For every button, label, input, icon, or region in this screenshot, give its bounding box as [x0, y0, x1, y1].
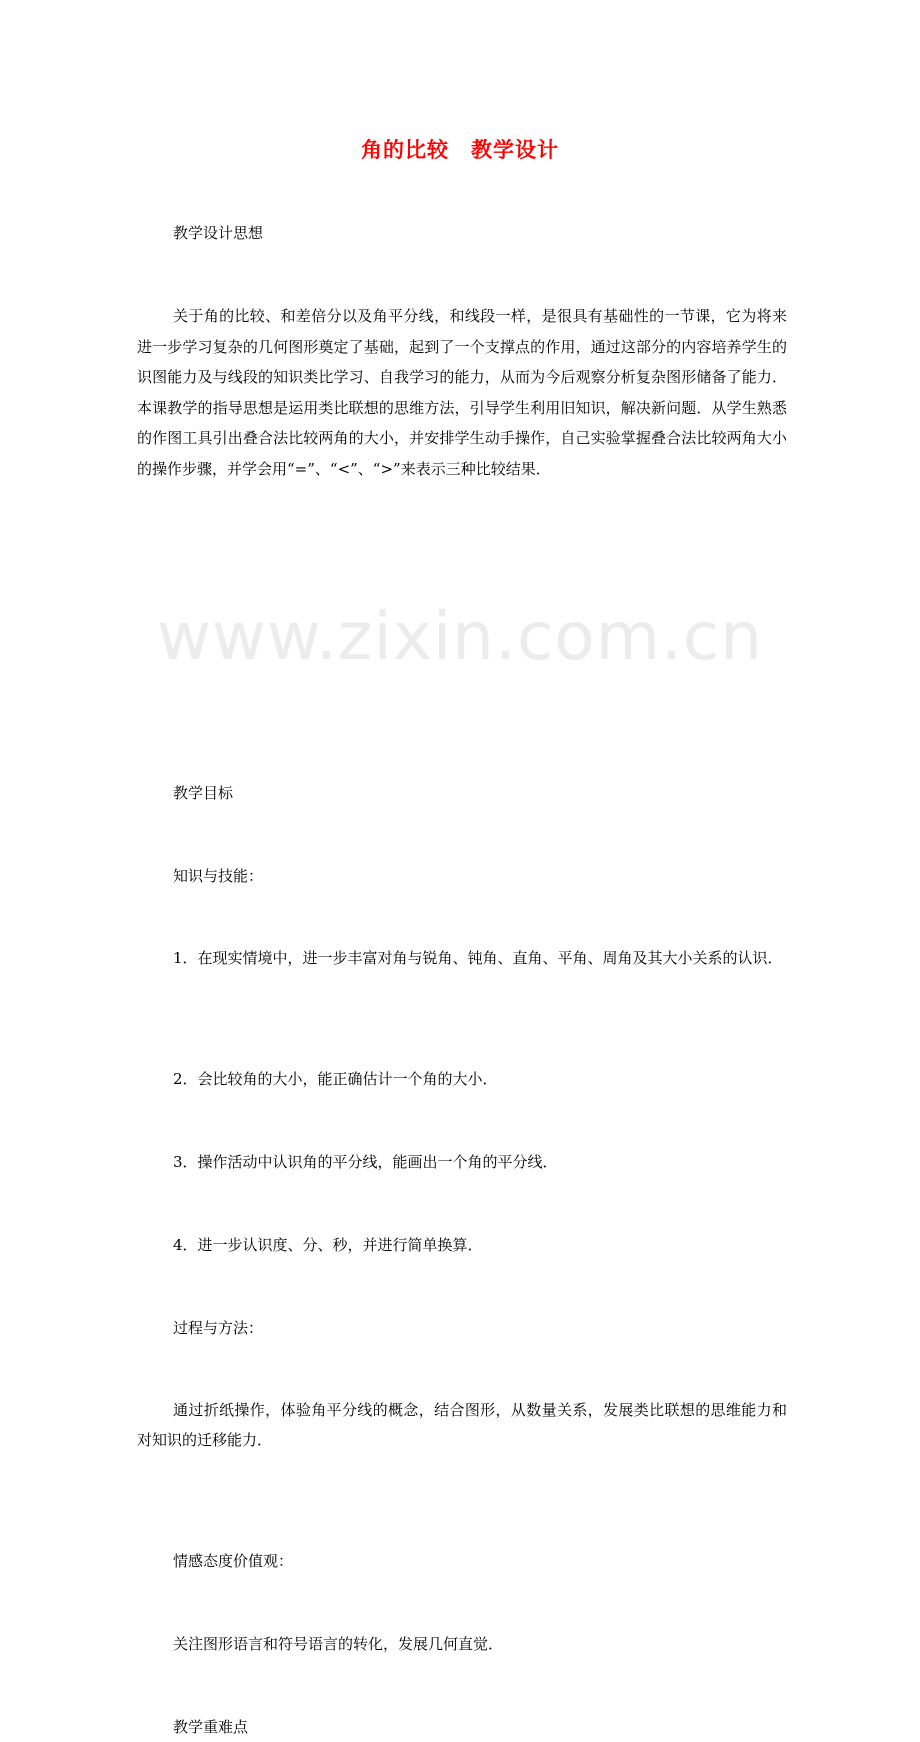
paragraph-process-method: 通过折纸操作，体验角平分线的概念，结合图形，从数量关系，发展类比联想的思维能力和对知识的迁移能力． — [137, 1400, 787, 1449]
heading-key-points: 教学重难点 — [173, 1717, 249, 1736]
heading-design-idea: 教学设计思想 — [173, 224, 264, 242]
objective-item-2: 2．会比较角的大小，能正确估计一个角的大小． — [173, 1069, 498, 1088]
paragraph-design-idea: 关于角的比较、和差倍分以及角平分线，和线段一样，是很具有基础性的一节课，它为将来进一步学习复杂的几何图形奠定了基础，起到了一个支撑点的作用，通过这部分的内容培养学生的识图能力及与线段的知识类比学习、自我学习的能力，从而为今后观察分析复杂图形储备了能力．本课教学的指导思想是运用类比联想的思维方法，引导学生利用旧知识，解决新问题．从学生熟悉的作图工具引出叠合法比较两角的大小，并安排学生动手操作，自己实验掌握叠合法比较两角大小的操作步骤，并学会用“=”、“<”、“>”来表示三种比较结果． — [137, 307, 787, 478]
heading-emotion-values: 情感态度价值观： — [173, 1551, 294, 1570]
watermark: www.zixin.com.cn — [156, 598, 764, 675]
document-title: 角的比较 教学设计 — [361, 138, 559, 162]
objective-item-4: 4．进一步认识度、分、秒，并进行简单换算． — [173, 1235, 483, 1254]
objective-item-1: 1．在现实情境中，进一步丰富对角与锐角、钝角、直角、平角、周角及其大小关系的认识． — [173, 949, 783, 967]
objective-item-3: 3．操作活动中认识角的平分线，能画出一个角的平分线． — [173, 1152, 558, 1171]
heading-knowledge-skills: 知识与技能： — [173, 867, 264, 885]
paragraph-emotion-values: 关注图形语言和符号语言的转化，发展几何直觉． — [173, 1634, 504, 1653]
heading-process-method: 过程与方法： — [173, 1318, 264, 1337]
heading-objectives: 教学目标 — [173, 784, 234, 802]
